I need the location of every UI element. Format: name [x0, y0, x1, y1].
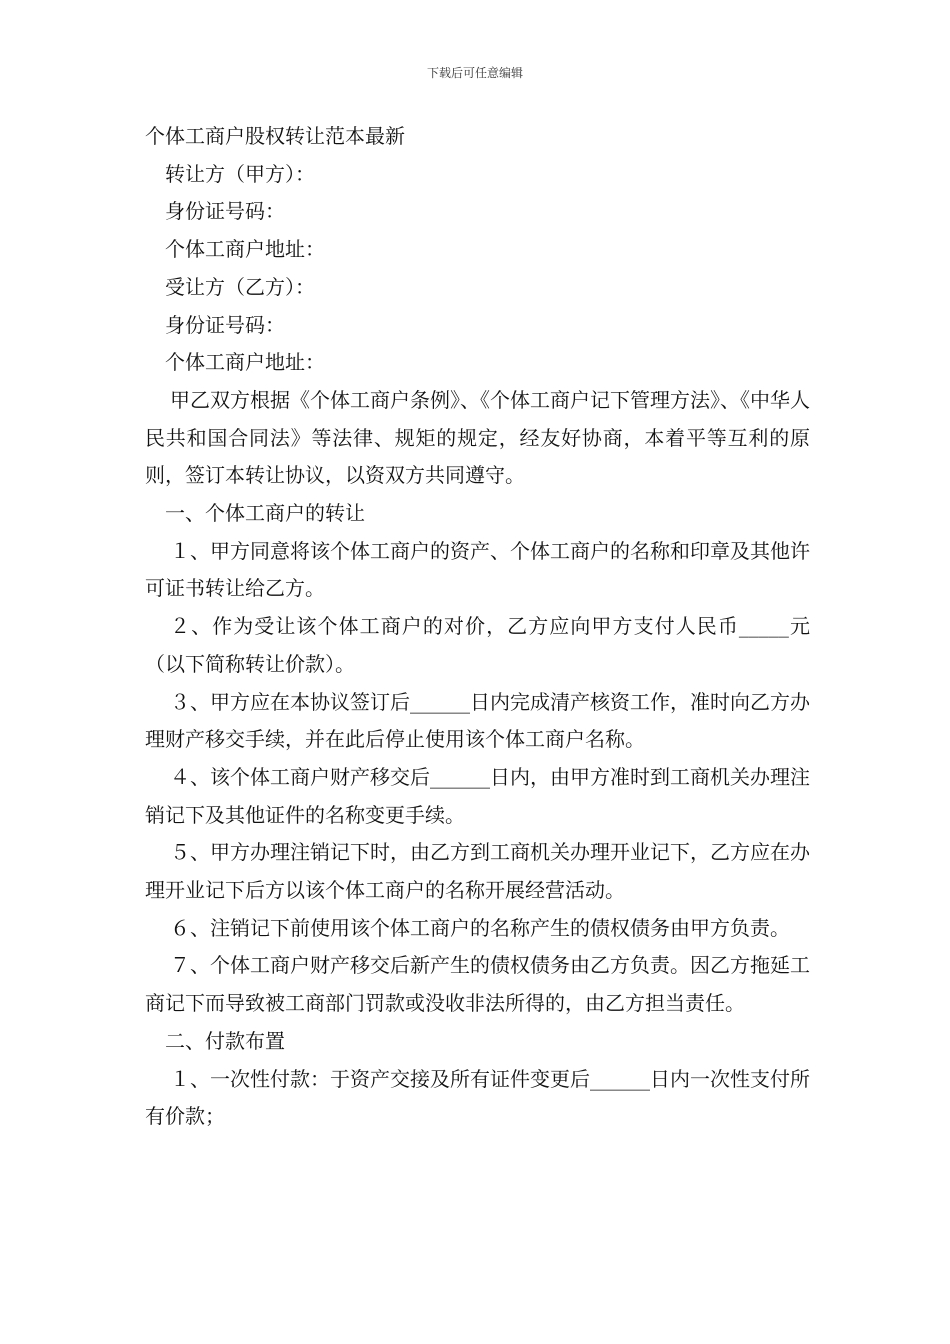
- section-1-title: 一、个体工商户的转让: [165, 501, 365, 526]
- field-transferor: 转让方（甲方）：: [165, 161, 315, 186]
- section-1-item-4: ４、该个体工商户财产移交后______日内，由甲方准时到工商机关办理注销记下及其他证件的名称变更手续。: [145, 764, 810, 827]
- document-title: 个体工商户股权转让范本最新: [145, 124, 405, 148]
- section-1-item-3: ３、甲方应在本协议签订后______日内完成清产核资工作，准时向乙方办理财产移交手续，并在此后停止使用该个体工商户名称。: [145, 689, 810, 752]
- section-1-item-5: ５、甲方办理注销记下时，由乙方到工商机关办理开业记下，乙方应在办理开业记下后方以该个体工商户的名称开展经营活动。: [145, 840, 810, 903]
- section-2-title: 二、付款布置: [165, 1028, 285, 1053]
- section-1-item-1: １、甲方同意将该个体工商户的资产、个体工商户的名称和印章及其他许可证书转让给乙方。: [145, 538, 810, 601]
- field-transferee: 受让方（乙方）：: [165, 274, 315, 299]
- page-header: 下载后可任意编辑: [426, 66, 523, 80]
- field-transferee-id: 身份证号码：: [165, 312, 285, 337]
- field-transferor-id: 身份证号码：: [165, 199, 285, 224]
- field-transferor-address: 个体工商户地址：: [165, 237, 325, 262]
- field-transferee-address: 个体工商户地址：: [165, 350, 325, 375]
- intro-paragraph: 甲乙双方根据《个体工商户条例》、《个体工商户记下管理方法》、《中华人民共和国合同法》等法律、规矩的规定，经友好协商，本着平等互利的原则，签订本转让协议，以资双方共同遵守。: [145, 387, 810, 488]
- section-1-item-7: ７、个体工商户财产移交后新产生的债权债务由乙方负责。因乙方拖延工商记下而导致被工商部门罚款或没收非法所得的，由乙方担当责任。: [145, 953, 810, 1016]
- section-1-item-2: ２、作为受让该个体工商户的对价，乙方应向甲方支付人民币_____元（以下简称转让价款）。: [145, 614, 810, 676]
- document-body: [145, 118, 810, 1136]
- section-2-item-1: １、一次性付款：于资产交接及所有证件变更后______日内一次性支付所有价款；: [145, 1066, 810, 1129]
- section-1-item-6: ６、注销记下前使用该个体工商户的名称产生的债权债务由甲方负责。: [170, 915, 790, 940]
